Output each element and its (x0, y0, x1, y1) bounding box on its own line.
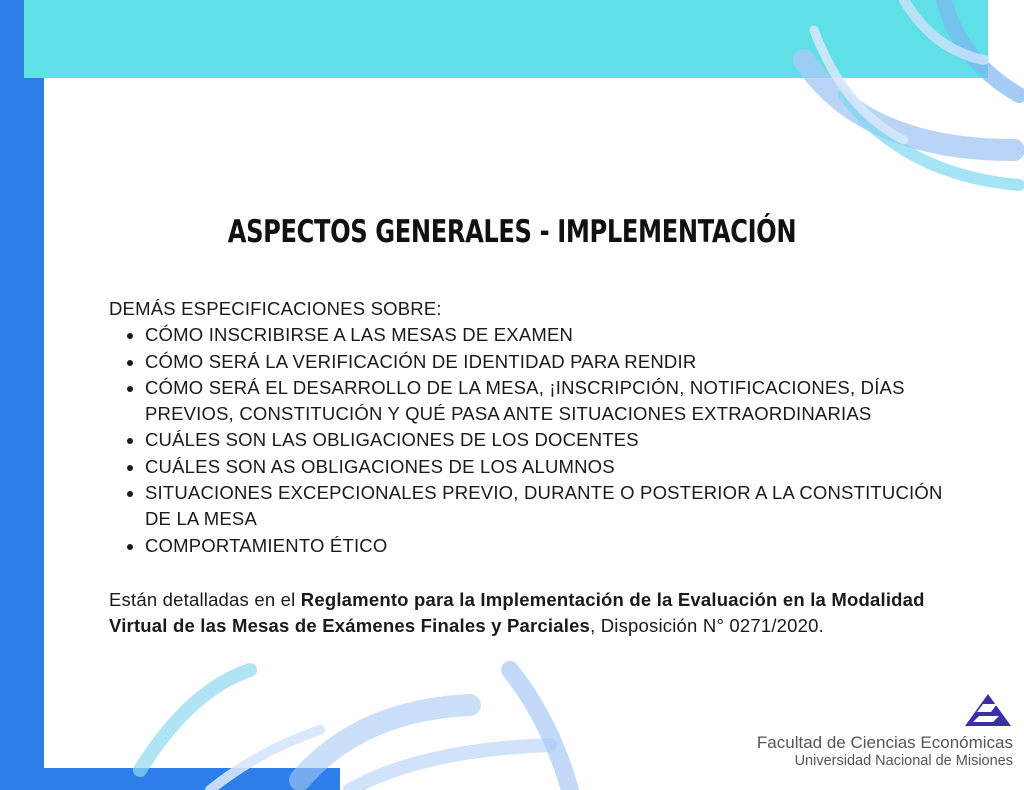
regulation-name: Reglamento para la Implementación de la Evaluación en la Modalidad Virtual de las Mesas de Exámenes Finales y Parciales (109, 588, 925, 637)
intro-text: DEMÁS ESPECIFICACIONES SOBRE: (109, 298, 442, 319)
list-item: • COMPORTAMIENTO ÉTICO (145, 533, 949, 559)
list-item: • CUÁLES SON AS OBLIGACIONES DE LOS ALUMNOS (145, 454, 949, 480)
footer-faculty: Facultad de Ciencias Económicas (756, 733, 1013, 752)
faculty-logo-icon (963, 692, 1013, 728)
closing-paragraph (109, 587, 949, 640)
footer-university: Universidad Nacional de Misiones (794, 753, 1013, 769)
list-item: • SITUACIONES EXCEPCIONALES PREVIO, DURANTE O POSTERIOR A LA CONSTITUCIÓN DE LA MESA (145, 480, 949, 533)
main-content (109, 296, 949, 640)
specifications-list (109, 322, 949, 559)
list-item: • CÓMO INSCRIBIRSE A LAS MESAS DE EXAMEN (145, 322, 949, 348)
closing-text-pre: Están detalladas en el (109, 588, 301, 610)
left-accent-bar (0, 0, 44, 790)
brush-stroke-decoration-bottom (130, 650, 630, 790)
list-item: • CUÁLES SON LAS OBLIGACIONES DE LOS DOCENTES (145, 427, 949, 453)
list-item: • CÓMO SERÁ EL DESARROLLO DE LA MESA, ¡INSCRIPCIÓN, NOTIFICACIONES, DÍAS PREVIOS, CONSTITUCIÓN Y QUÉ PASA ANTE SITUACIONES EXTRAORDINARIAS (145, 375, 949, 428)
page-title: ASPECTOS GENERALES - IMPLEMENTACIÓN (227, 214, 797, 250)
closing-text-post: , Disposición N° 0271/2020. (590, 615, 824, 637)
brush-stroke-decoration-top-right (784, 0, 1024, 200)
list-item: • CÓMO SERÁ LA VERIFICACIÓN DE IDENTIDAD PARA RENDIR (145, 349, 949, 375)
